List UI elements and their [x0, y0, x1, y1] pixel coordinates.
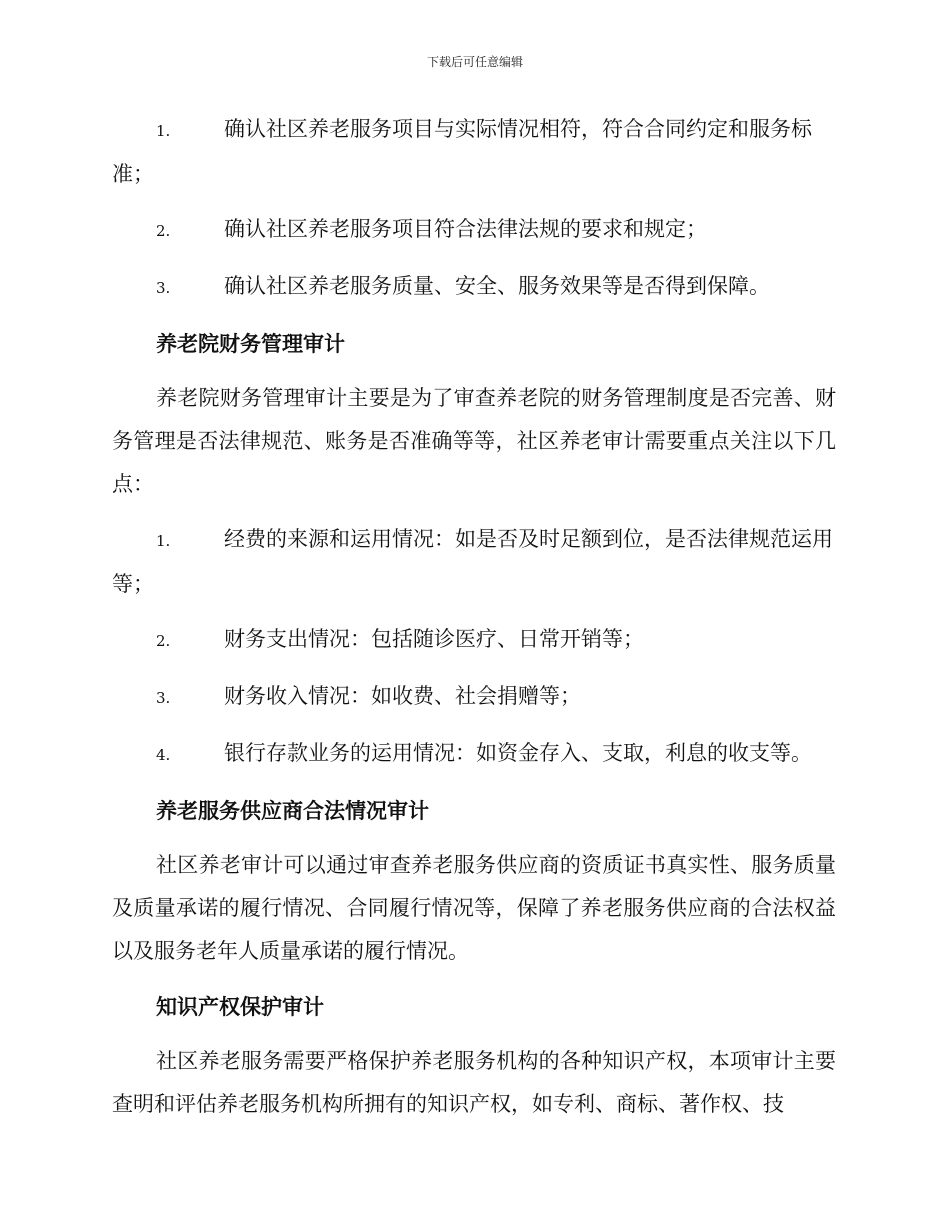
list-text: 经费的来源和运用情况：如是否及时足额到位，是否法律规范运用等； — [112, 527, 833, 596]
list-text: 财务收入情况：如收费、社会捐赠等； — [224, 684, 581, 708]
list-number: 2. — [156, 222, 171, 240]
section-heading-finance: 养老院财务管理审计 — [156, 331, 345, 356]
list-text: 确认社区养老服务质量、安全、服务效果等是否得到保障。 — [224, 274, 770, 298]
page-header: 下载后可任意编辑 — [426, 55, 523, 69]
list-item — [112, 108, 836, 196]
list-number: 1. — [156, 532, 171, 550]
list-number: 2. — [156, 632, 171, 650]
list-item — [112, 208, 836, 253]
list-text: 银行存款业务的运用情况：如资金存入、支取，利息的收支等。 — [224, 741, 812, 765]
paragraph-finance: 养老院财务管理审计主要是为了审查养老院的财务管理制度是否完善、财务管理是否法律规范、账务是否准确等等，社区养老审计需要重点关注以下几点： — [112, 386, 836, 496]
paragraph-supplier: 社区养老审计可以通过审查养老服务供应商的资质证书真实性、服务质量及质量承诺的履行情况、合同履行情况等，保障了养老服务供应商的合法权益以及服务老年人质量承诺的履行情况。 — [112, 853, 836, 963]
document-body — [112, 108, 836, 1138]
list-text: 财务支出情况：包括随诊医疗、日常开销等； — [224, 627, 644, 651]
section-heading-ip: 知识产权保护审计 — [156, 994, 324, 1019]
list-number: 3. — [156, 279, 171, 297]
list-item — [112, 518, 836, 606]
list-number: 3. — [156, 689, 171, 707]
list-item — [112, 618, 836, 663]
list-item — [112, 732, 836, 777]
list-number: 4. — [156, 746, 171, 764]
list-number: 1. — [156, 122, 171, 140]
list-item — [112, 675, 836, 720]
section-heading-supplier: 养老服务供应商合法情况审计 — [156, 798, 429, 823]
paragraph-ip: 社区养老服务需要严格保护养老服务机构的各种知识产权，本项审计主要查明和评估养老服务机构所拥有的知识产权，如专利、商标、著作权、技 — [112, 1049, 836, 1116]
list-text: 确认社区养老服务项目符合法律法规的要求和规定； — [224, 217, 707, 241]
list-text: 确认社区养老服务项目与实际情况相符，符合合同约定和服务标准； — [112, 117, 812, 186]
list-item — [112, 265, 836, 310]
